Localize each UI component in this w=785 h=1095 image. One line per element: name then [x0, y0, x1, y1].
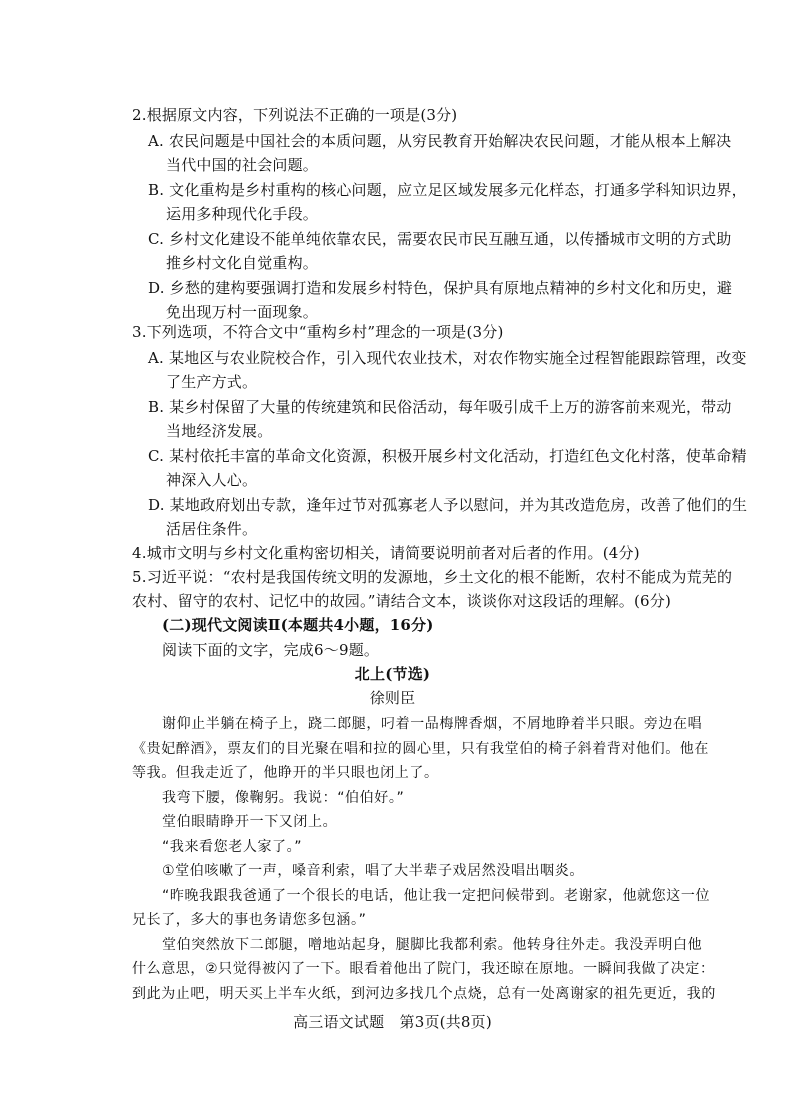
q5-stem: 5.习近平说：“农村是我国传统文明的发源地，乡土文化的根不能断，农村不能成为荒芜的: [132, 568, 733, 586]
story-line: 堂伯眼睛睁开一下又闭上。: [162, 814, 338, 830]
story-line: “我来看您老人家了。”: [162, 839, 303, 855]
story-line: 兄长了，多大的事也务请您多包涵。”: [132, 912, 367, 928]
story-line: 我弯下腰，像鞠躬。我说：“伯伯好。”: [162, 790, 405, 806]
story-line: 堂伯突然放下二郎腿，噌地站起身，腿脚比我都利索。他转身往外走。我没弄明白他: [162, 937, 703, 953]
q2-option-d-cont: 免出现万村一面现象。: [166, 303, 319, 321]
story-line: 什么意思，②只觉得被闪了一下。眼看着他出了院门，我还晾在原地。一瞬间我做了决定：: [132, 961, 715, 977]
q4-stem: 4.城市文明与乡村文化重构密切相关，请简要说明前者对后者的作用。(4分): [132, 544, 640, 562]
q3-option-c-cont: 神深入人心。: [166, 471, 258, 489]
q2-option-b: B. 文化重构是乡村重构的核心问题，应立足区域发展多元化样态，打通多学科知识边界，: [148, 181, 747, 199]
story-line: ①堂伯咳嗽了一声，嗓音利索，唱了大半辈子戏居然没唱出咽炎。: [162, 863, 584, 879]
q2-option-a: A. 农民问题是中国社会的本质问题，从穷民教育开始解决农民问题，才能从根本上解决: [148, 132, 732, 150]
q3-option-b-cont: 当地经济发展。: [166, 422, 273, 440]
section-heading: (二)现代文阅读Ⅱ(本题共4小题，16分): [162, 616, 434, 634]
q2-option-c-cont: 推乡村文化自觉重构。: [166, 254, 319, 272]
q3-option-a: A. 某地区与农业院校合作，引入现代农业技术，对农作物实施全过程智能跟踪管理，改变: [148, 349, 747, 367]
story-line: 等我。但我走近了，他睁开的半只眼也闭上了。: [132, 765, 439, 781]
section-instruction: 阅读下面的文字，完成6～9题。: [162, 641, 380, 659]
q2-option-c: C. 乡村文化建设不能单纯依靠农民，需要农民市民互融互通，以传播城市文明的方式助: [148, 230, 732, 248]
q3-option-c: C. 某村依托丰富的革命文化资源，积极开展乡村文化活动，打造红色文化村落，使革命精: [148, 447, 747, 465]
q2-option-a-cont: 当代中国的社会问题。: [166, 156, 319, 174]
q3-stem: 3.下列选项，不符合文中“重构乡村”理念的一项是(3分): [132, 323, 504, 341]
story-author: 徐则臣: [369, 689, 416, 707]
q3-option-a-cont: 了生产方式。: [166, 373, 258, 391]
story-line: 到此为止吧，明天买上半车火纸，到河边多找几个点烧，总有一处离谢家的祖先更近，我的: [132, 986, 716, 1002]
story-title: 北上(节选): [354, 665, 431, 683]
story-line: 谢仰止半躺在椅子上，跷二郎腿，叼着一品梅牌香烟，不屑地睁着半只眼。旁边在唱: [162, 716, 703, 732]
q3-option-d: D. 某地政府划出专款，逢年过节对孤寡老人予以慰问，并为其改造危房，改善了他们的生: [148, 496, 748, 514]
story-line: 《贵妃醉酒》，票友们的目光聚在唱和拉的圆心里，只有我堂伯的椅子斜着背对他们。他在: [132, 741, 709, 757]
page-footer: 高三语文试题 第3页(共8页): [293, 1013, 492, 1031]
story-line: “昨晚我跟我爸通了一个很长的电话，他让我一定把问候带到。老谢家，他就您这一位: [162, 888, 711, 904]
q2-option-d: D. 乡愁的建构要强调打造和发展乡村特色，保护具有原地点精神的乡村文化和历史，避: [148, 279, 733, 297]
q3-option-d-cont: 活居住条件。: [166, 520, 258, 538]
q2-stem: 2.根据原文内容，下列说法不正确的一项是(3分): [132, 106, 458, 124]
q5-stem-cont: 农村、留守的农村、记忆中的故园。”请结合文本，谈谈你对这段话的理解。(6分): [132, 592, 672, 610]
q3-option-b: B. 某乡村保留了大量的传统建筑和民俗活动，每年吸引成千上万的游客前来观光，带动: [148, 398, 732, 416]
q2-option-b-cont: 运用多种现代化手段。: [166, 205, 319, 223]
